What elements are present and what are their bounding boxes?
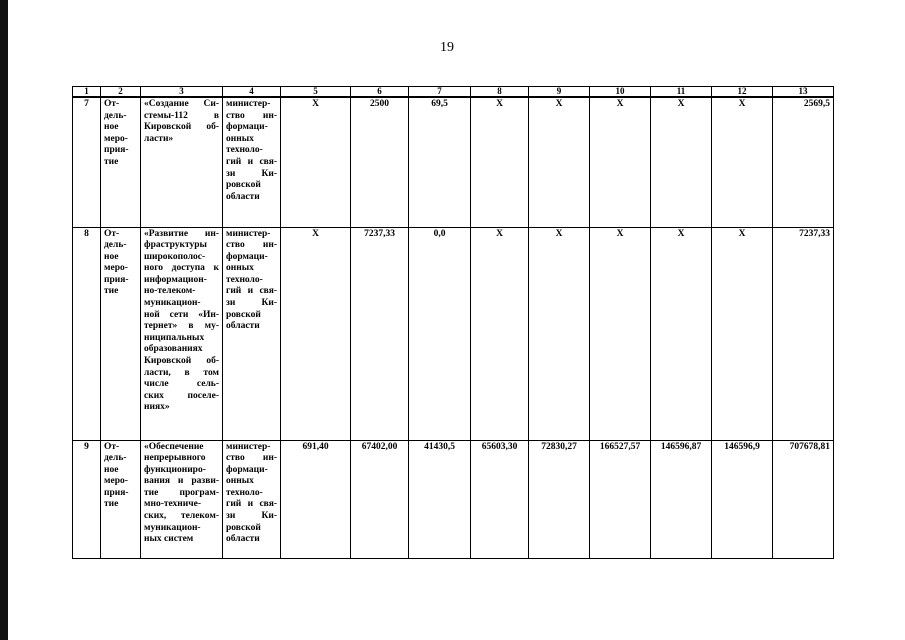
cell-line: гий и свя-: [226, 499, 277, 510]
cell-line: ной сети «Ин-: [144, 309, 219, 320]
responsible-executor: [223, 97, 281, 227]
value-cell: Х: [529, 97, 590, 227]
cell-line: тие: [104, 156, 119, 167]
value-cell: 67402,00: [351, 440, 409, 558]
cell-line: муникацион-: [144, 522, 201, 533]
cell-line: образованиях: [144, 344, 203, 355]
cell-line: зи Ки-: [226, 511, 277, 522]
cell-line: ласти»: [144, 133, 174, 144]
row-number: 8: [73, 227, 101, 440]
value-cell: Х: [471, 227, 529, 440]
cell-line: ство ин-: [226, 453, 277, 464]
cell-line: области: [226, 321, 260, 332]
cell-line: ровской: [226, 309, 261, 320]
col-header: 7: [409, 87, 471, 98]
cell-line: ских поселе-: [144, 390, 219, 401]
cell-line: формаци-: [226, 464, 268, 475]
cell-line: ное: [104, 122, 119, 133]
table-row: [73, 97, 834, 227]
cell-line: Кировской об-: [144, 356, 219, 367]
cell-line: ных систем: [144, 534, 194, 545]
value-cell: Х: [281, 227, 351, 440]
value-cell: Х: [712, 97, 773, 227]
cell-line: ное: [104, 251, 119, 262]
cell-line: меро-: [104, 133, 128, 144]
cell-line: ство ин-: [226, 240, 277, 251]
program-table: [72, 86, 834, 559]
value-cell: 65603,30: [471, 440, 529, 558]
measure-type: [101, 227, 141, 440]
cell-line: техноло-: [226, 145, 263, 156]
cell-line: функциониро-: [144, 464, 206, 475]
cell-line: тернет» в му-: [144, 321, 219, 332]
value-cell: 146596,9: [712, 440, 773, 558]
value-cell: Х: [281, 97, 351, 227]
cell-line: «Обеспечение: [144, 441, 204, 452]
value-cell: Х: [590, 97, 651, 227]
cell-line: прия-: [104, 274, 129, 285]
cell-line: стемы-112 в: [144, 110, 219, 121]
cell-line: непрерывного: [144, 453, 206, 464]
cell-line: ство ин-: [226, 110, 277, 121]
col-header: 1: [73, 87, 101, 98]
value-cell: 0,0: [409, 227, 471, 440]
cell-line: меро-: [104, 476, 128, 487]
value-cell: 41430,5: [409, 440, 471, 558]
page-number: 19: [440, 40, 454, 55]
cell-line: муникацион-: [144, 298, 201, 309]
cell-line: ровской: [226, 522, 261, 533]
cell-line: зи Ки-: [226, 298, 277, 309]
col-header: 5: [281, 87, 351, 98]
col-header: 10: [590, 87, 651, 98]
value-cell: Х: [471, 97, 529, 227]
value-cell: Х: [651, 227, 712, 440]
cell-line: прия-: [104, 145, 129, 156]
cell-line: техноло-: [226, 274, 263, 285]
scan-left-edge: [0, 0, 8, 640]
cell-line: онных: [226, 133, 254, 144]
value-cell: 72830,27: [529, 440, 590, 558]
value-cell: 146596,87: [651, 440, 712, 558]
cell-line: министер-: [226, 228, 271, 239]
cell-line: меро-: [104, 263, 128, 274]
header-row: [73, 87, 834, 98]
col-header: 6: [351, 87, 409, 98]
measure-type: [101, 440, 141, 558]
cell-line: онных: [226, 476, 254, 487]
total-cell: 707678,81: [773, 440, 834, 558]
cell-line: мно-техниче-: [144, 499, 201, 510]
col-header: 9: [529, 87, 590, 98]
total-cell: 7237,33: [773, 227, 834, 440]
value-cell: 691,40: [281, 440, 351, 558]
value-cell: 7237,33: [351, 227, 409, 440]
responsible-executor: [223, 440, 281, 558]
cell-line: числе сель-: [144, 379, 219, 390]
cell-line: министер-: [226, 99, 271, 109]
cell-line: дель-: [104, 453, 127, 464]
cell-line: ласти, в том: [144, 367, 219, 378]
cell-line: министер-: [226, 441, 271, 452]
col-header: 4: [223, 87, 281, 98]
col-header: 3: [141, 87, 223, 98]
cell-line: «Создание Си-: [144, 99, 219, 109]
cell-line: дель-: [104, 110, 127, 121]
cell-line: От-: [104, 99, 120, 109]
measure-name: [141, 227, 223, 440]
value-cell: 69,5: [409, 97, 471, 227]
cell-line: но-телеком-: [144, 286, 196, 297]
cell-line: гий и свя-: [226, 286, 277, 297]
cell-line: От-: [104, 228, 120, 239]
cell-line: тие: [104, 286, 119, 297]
cell-line: «Развитие ин-: [144, 228, 219, 239]
table-row: [73, 227, 834, 440]
row-number: 9: [73, 440, 101, 558]
value-cell: Х: [712, 227, 773, 440]
cell-line: ное: [104, 464, 119, 475]
col-header: 11: [651, 87, 712, 98]
cell-line: зи Ки-: [226, 168, 277, 179]
col-header: 8: [471, 87, 529, 98]
cell-line: дель-: [104, 240, 127, 251]
cell-line: ниципальных: [144, 332, 205, 343]
cell-line: ровской: [226, 180, 261, 191]
col-header: 13: [773, 87, 834, 98]
cell-line: тие: [104, 499, 119, 510]
value-cell: Х: [529, 227, 590, 440]
cell-line: области: [226, 191, 260, 202]
cell-line: От-: [104, 441, 120, 452]
measure-type: [101, 97, 141, 227]
cell-line: вания и разви-: [144, 476, 219, 487]
cell-line: техноло-: [226, 487, 263, 498]
row-number: 7: [73, 97, 101, 227]
cell-line: онных: [226, 263, 254, 274]
col-header: 2: [101, 87, 141, 98]
cell-line: гий и свя-: [226, 156, 277, 167]
table-row: [73, 440, 834, 558]
value-cell: Х: [651, 97, 712, 227]
col-header: 12: [712, 87, 773, 98]
cell-line: тие програм-: [144, 487, 219, 498]
cell-line: ного доступа к: [144, 263, 219, 274]
cell-line: формаци-: [226, 122, 268, 133]
cell-line: области: [226, 534, 260, 545]
cell-line: Кировской об-: [144, 122, 219, 133]
measure-name: [141, 97, 223, 227]
cell-line: информацион-: [144, 274, 207, 285]
total-cell: 2569,5: [773, 97, 834, 227]
value-cell: 166527,57: [590, 440, 651, 558]
value-cell: 2500: [351, 97, 409, 227]
responsible-executor: [223, 227, 281, 440]
cell-line: ских, телеком-: [144, 511, 219, 522]
cell-line: формаци-: [226, 251, 268, 262]
value-cell: Х: [590, 227, 651, 440]
cell-line: фраструктуры: [144, 240, 207, 251]
cell-line: широкополос-: [144, 251, 206, 262]
measure-name: [141, 440, 223, 558]
cell-line: прия-: [104, 487, 129, 498]
cell-line: ниях»: [144, 402, 170, 413]
